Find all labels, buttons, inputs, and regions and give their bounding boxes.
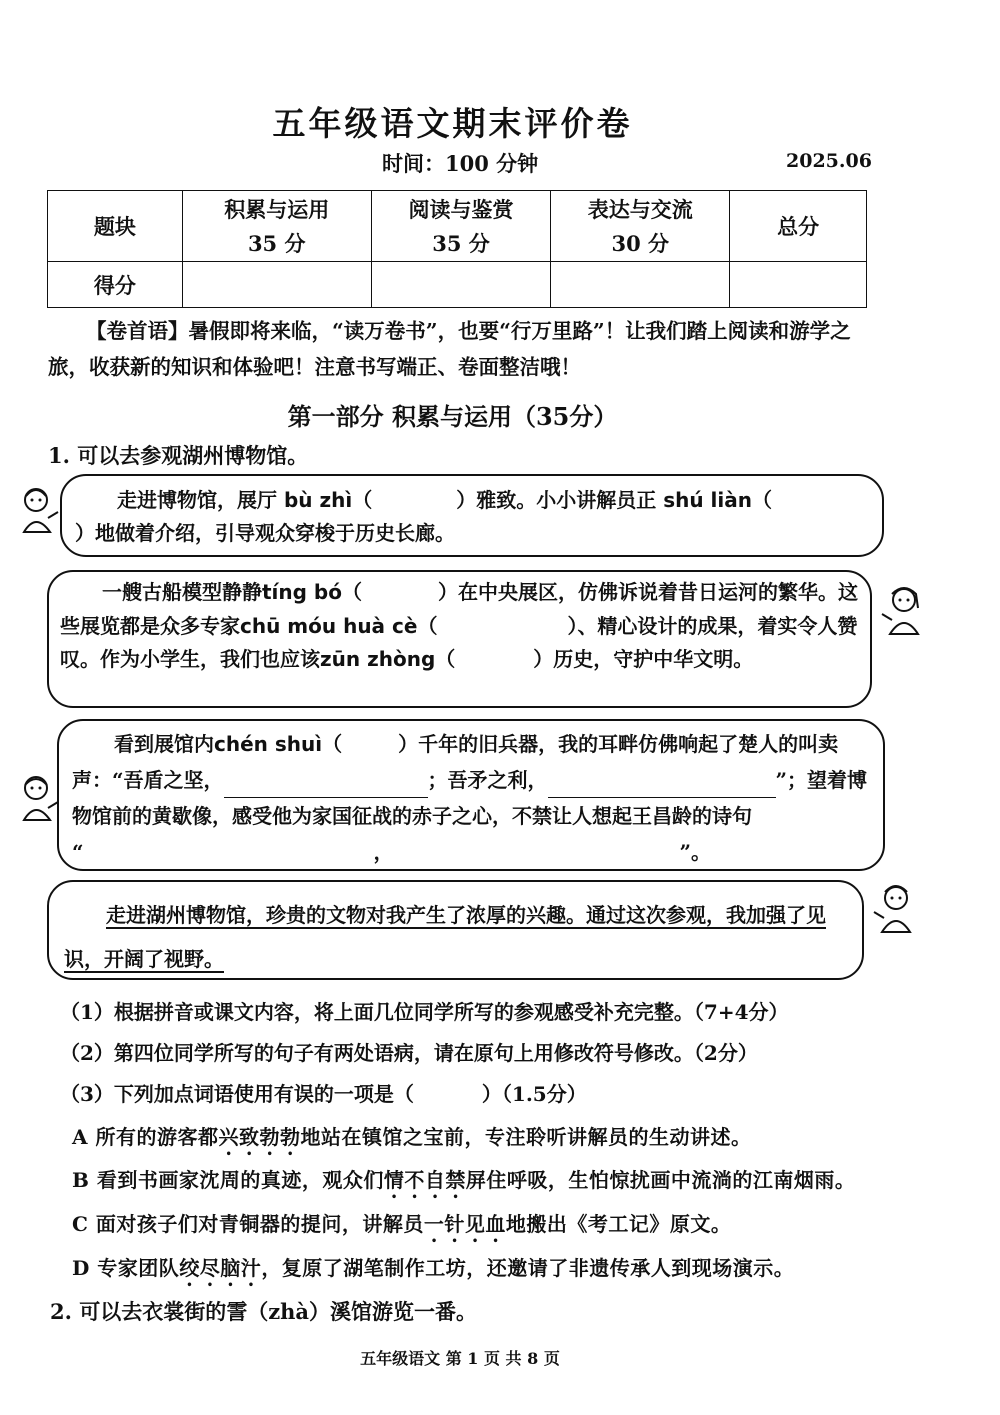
dotted-term: 绞尽脑汁 [179,1256,262,1280]
exam-duration: 时间：100 分钟 [382,151,539,176]
text-segment: ）（1.5分） [481,1082,587,1106]
text-segment: 地做着介绍，引导观众穿梭于历史长廊。 [95,521,455,545]
score-table-col-accumulation [182,191,371,262]
question-1-title: 1. 可以去参观湖州博物馆。 [48,443,309,468]
text-segment: 在中央展区，仿佛诉说着昔日运河的繁华。这些展览都是众多专家 [60,580,858,638]
sub-question-2: （2）第四位同学所写的句子有两处语病，请在原句上用修改符号修改。（2分） [60,1041,758,1065]
score-cell-total[interactable] [730,262,867,308]
pinyin-prompt: shú liàn [663,488,752,512]
pinyin-prompt: tíng bó [262,580,342,604]
option-c [72,1208,731,1247]
sub-question-3 [60,1078,587,1107]
page-title: 五年级语文期末评价卷 [272,104,633,143]
text-segment: 一艘古船模型静静 [102,580,262,604]
page-footer: 五年级语文 第 1 页 共 8 页 [360,1349,560,1368]
score-table-score-label: 得分 [48,262,183,308]
option-a [72,1121,751,1160]
pinyin-prompt: bù zhì [283,488,353,512]
question-2-title: 2. 可以去衣裳街的霅（zhà）溪馆游览一番。 [50,1299,478,1324]
score-cell[interactable] [551,262,730,308]
pinyin-prompt: zūn zhòng [320,647,436,671]
score-table-col-total: 总分 [730,191,867,262]
bubble-3-text: 看到展馆内chén shuì（ ）千年的旧兵器，我的耳畔仿佛响起了楚人的叫卖声：“吾盾之坚， ；吾矛之利， ”；望着博物馆前的黄歇像，感受他为家国征战的赤子之心，不禁让人想起王昌龄的诗句 “ ， ”。 [72,726,880,870]
student-avatar-icon [880,582,926,638]
text-segment: D 专家团队 [72,1256,180,1280]
col-points: 30 分 [611,231,670,256]
text-segment: 屏住呼吸，生怕惊扰画中流淌的江南烟雨。 [465,1168,856,1192]
col-name: 阅读与鉴赏 [408,197,514,222]
col-points: 35 分 [247,231,306,256]
answer-blank[interactable]: （ [322,732,343,756]
text-segment: 走进博物馆，展厅 [117,488,284,512]
intro-paragraph: 【卷首语】暑假即将来临，“读万卷书”，也要“行万里路”！让我们踏上阅读和游学之旅，收获新的知识和体验吧！注意书写端正、卷面整洁哦！ [48,319,851,379]
text-segment: （3）下列加点词语使用有误的一项是（ [60,1082,414,1106]
exam-date: 2025.06 [786,150,872,172]
student-avatar-icon [14,770,60,826]
answer-line[interactable] [84,847,374,870]
text-segment: 历史，守护中华文明。 [553,647,754,671]
option-d [72,1252,794,1291]
student-avatar-icon [872,880,918,936]
score-table [47,190,867,308]
text-segment: C 面对孩子们对青铜器的提问，讲解员 [72,1212,424,1236]
text-segment: ；吾矛之利， [427,768,548,792]
text-segment: ， [373,840,394,864]
text-segment: “ [72,840,84,864]
flawed-sentence[interactable]: 走进湖州博物馆，珍贵的文物对我产生了浓厚的兴趣。通过这次参观，我加强了见识，开阔了视野。 [64,903,826,971]
text-segment: 地搬出《考工记》原文。 [505,1212,732,1236]
text-segment: ，复原了湖笔制作工坊，还邀请了非遗传承人到现场演示。 [261,1256,795,1280]
text-segment: ”。 [679,840,712,864]
text-segment: A 所有的游客都 [72,1125,219,1149]
answer-blank[interactable]: （ [342,580,362,604]
dotted-term: 情不自禁 [383,1168,466,1192]
answer-line[interactable] [224,775,428,798]
col-points: 35 分 [432,231,490,256]
text-segment: 雅致。小小讲解员正 [476,488,664,512]
score-table-header-row [48,191,867,262]
bubble-1-text: 走进博物馆，展厅 bù zhì（ ）雅致。小小讲解员正 shú liàn（）地做着介绍，引导观众穿梭于历史长廊。 [75,484,875,550]
score-table-score-row [48,262,867,308]
score-table-row-label: 题块 [48,191,183,262]
section-title: 第一部分 积累与运用（35分） [287,402,618,431]
score-cell[interactable] [371,262,551,308]
answer-blank[interactable]: （ [352,488,373,512]
answer-line[interactable] [394,847,680,870]
dotted-term: 兴致勃勃 [218,1125,301,1149]
bubble-4-text [64,893,860,981]
pinyin-prompt: chū móu huà cè [240,613,418,638]
student-avatar-icon [14,482,60,538]
text-segment: ”；望着博物馆前的黄歇像，感受他为家国征战的赤子之心，不禁让人想起王昌龄的诗句 [72,768,868,828]
answer-blank[interactable]: （ [752,488,772,512]
col-name: 表达与交流 [587,197,693,222]
bubble-2-text: 一艘古船模型静静tíng bó（ ）在中央展区，仿佛诉说着昔日运河的繁华。这些展览都是众多专家chū móu huà cè（ ）、精心设计的成果，着实令人赞叹。作为小学生，我们也应该zūn zhòng（ ）历史，守护中华文明。 [60,576,864,677]
answer-blank[interactable]: （ [435,647,456,671]
text-segment: 看到展馆内 [114,732,214,756]
option-b [72,1164,855,1203]
text-segment: 地站在镇馆之宝前，专注聆听讲解员的生动讲述。 [300,1125,752,1149]
answer-blank[interactable]: （ [417,613,438,638]
sub-question-1: （1）根据拼音或课文内容，将上面几位同学所写的参观感受补充完整。（7+4分） [60,1000,789,1024]
pinyin-prompt: chén shuì [214,732,323,756]
col-name: 积累与运用 [224,197,330,222]
score-table-col-expression [551,191,730,262]
answer-line[interactable] [548,775,776,798]
text-segment: B 看到书画家沈周的真迹，观众们 [72,1168,384,1192]
text-segment: 、精心设计的成果，着实令人赞叹。作为小学生，我们也应该 [60,613,858,671]
score-table-col-reading [371,191,551,262]
dotted-term: 一针见血 [423,1212,506,1236]
text-segment: 千年的旧兵器，我的耳畔仿佛响起了楚人的叫卖声：“吾盾之坚， [72,732,839,792]
score-cell[interactable] [182,262,371,308]
